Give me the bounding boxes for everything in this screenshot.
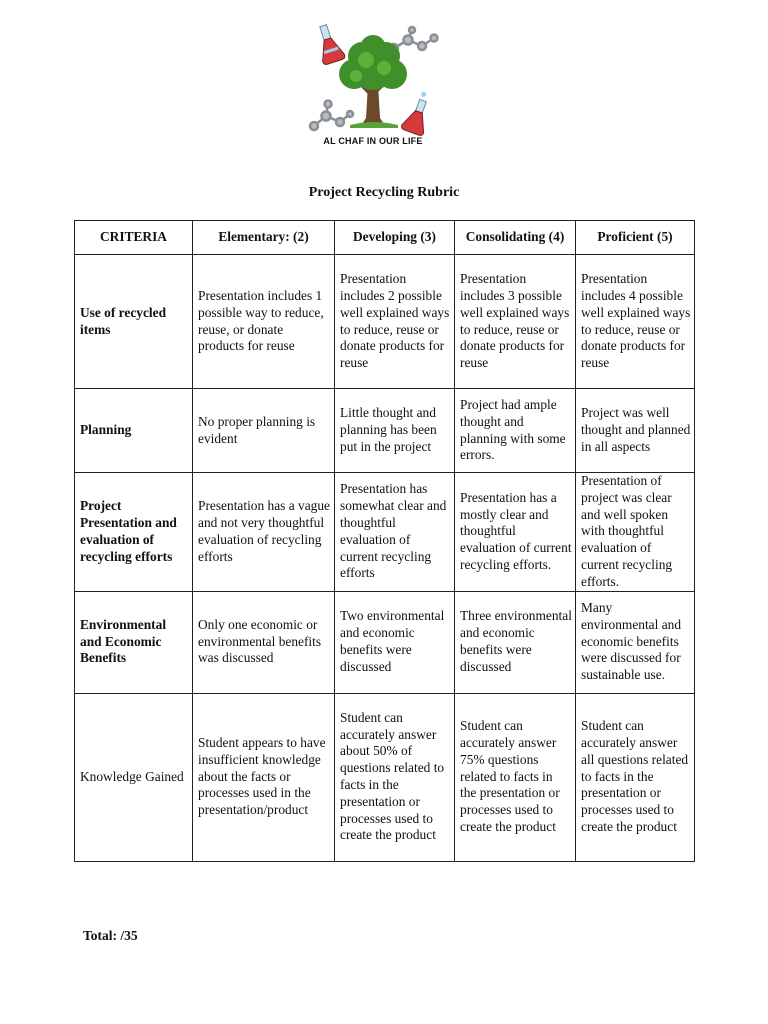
proficient-cell: Presentation of project was clear and well spoken with thoughtful evaluation of current recycling efforts. — [576, 473, 695, 592]
tree-logo-icon — [302, 24, 444, 136]
consolidating-cell: Presentation has a mostly clear and thoughtful evaluation of current recycling efforts. — [455, 473, 576, 592]
developing-cell: Presentation includes 2 possible well explained ways to reduce, reuse or donate products for reuse — [335, 255, 455, 389]
proficient-cell: Project was well thought and planned in all aspects — [576, 389, 695, 473]
consolidating-cell: Project had ample thought and planning with some errors. — [455, 389, 576, 473]
consolidating-cell: Student can accurately answer 75% questions related to facts in the presentation or processes used to create the product — [455, 693, 576, 861]
logo — [302, 24, 444, 154]
table-row — [75, 693, 695, 861]
developing-cell: Little thought and planning has been put in the project — [335, 389, 455, 473]
developing-cell: Two environmental and economic benefits were discussed — [335, 591, 455, 693]
proficient-cell: Presentation includes 4 possible well explained ways to reduce, reuse or donate products for reuse — [576, 255, 695, 389]
proficient-cell: Student can accurately answer all questions related to facts in the presentation or processes used to create the product — [576, 693, 695, 861]
criteria-cell: Project Presentation and evaluation of recycling efforts — [75, 473, 193, 592]
elementary-cell: Only one economic or environmental benefits was discussed — [193, 591, 335, 693]
header-consolidating: Consolidating (4) — [455, 221, 576, 255]
developing-cell: Presentation has somewhat clear and thoughtful evaluation of current recycling efforts — [335, 473, 455, 592]
proficient-cell: Many environmental and economic benefits were discussed for sustainable use. — [576, 591, 695, 693]
elementary-cell: No proper planning is evident — [193, 389, 335, 473]
header-developing: Developing (3) — [335, 221, 455, 255]
table-row — [75, 389, 695, 473]
header-criteria: CRITERIA — [75, 221, 193, 255]
header-elementary: Elementary: (2) — [193, 221, 335, 255]
criteria-cell: Use of recycled items — [75, 255, 193, 389]
developing-cell: Student can accurately answer about 50% of questions related to facts in the presentation or processes used to create the product — [335, 693, 455, 861]
header-proficient: Proficient (5) — [576, 221, 695, 255]
table-row — [75, 255, 695, 389]
consolidating-cell: Presentation includes 3 possible well explained ways to reduce, reuse or donate products for reuse — [455, 255, 576, 389]
elementary-cell: Student appears to have insufficient knowledge about the facts or processes used in the presentation/product — [193, 693, 335, 861]
criteria-cell: Knowledge Gained — [75, 693, 193, 861]
criteria-cell: Environmental and Economic Benefits — [75, 591, 193, 693]
total-score: Total: /35 — [83, 928, 138, 943]
page-title: Project Recycling Rubric — [308, 185, 460, 200]
table-row — [75, 473, 695, 592]
table-row — [75, 591, 695, 693]
rubric-table — [74, 220, 695, 862]
elementary-cell: Presentation has a vague and not very thoughtful evaluation of recycling efforts — [193, 473, 335, 592]
elementary-cell: Presentation includes 1 possible way to reduce, reuse, or donate products for reuse — [193, 255, 335, 389]
criteria-cell: Planning — [75, 389, 193, 473]
consolidating-cell: Three environmental and economic benefits were discussed — [455, 591, 576, 693]
logo-caption: AL CHAF IN OUR LIFE — [323, 136, 423, 146]
header-row — [75, 221, 695, 255]
